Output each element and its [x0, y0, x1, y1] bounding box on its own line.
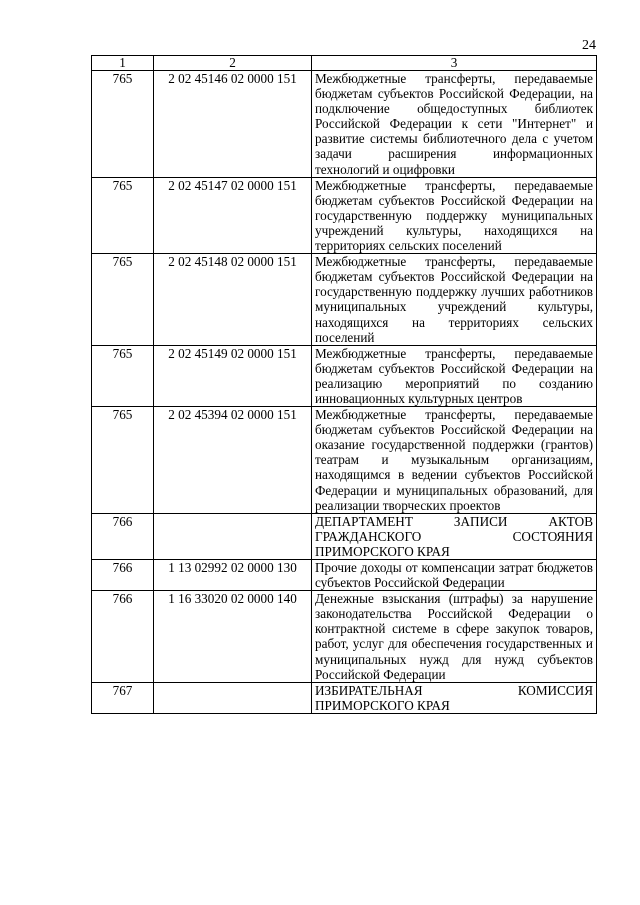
- admin-code-cell: 765: [92, 407, 154, 514]
- admin-code-cell: 765: [92, 71, 154, 178]
- administrator-name-cell: ИЗБИРАТЕЛЬНАЯ КОМИССИЯ ПРИМОРСКОГО КРАЯ: [312, 682, 597, 713]
- table-row: [92, 407, 597, 514]
- revenue-name-cell: Межбюджетные трансферты, передаваемые бюджетам субъектов Российской Федерации, на подключение общедоступных библиотек Российской Федерации к сети "Интернет" и развитие системы библиотечного дела с учетом задачи расширения информационных технологий и оцифровки: [312, 71, 597, 178]
- column-header-1: 1: [92, 56, 154, 71]
- revenue-name-cell: Прочие доходы от компенсации затрат бюджетов субъектов Российской Федерации: [312, 560, 597, 591]
- page-number: 24: [582, 38, 596, 53]
- admin-code-cell: 766: [92, 513, 154, 559]
- budget-code-cell: [154, 682, 312, 713]
- administrator-name-cell: ДЕПАРТАМЕНТ ЗАПИСИ АКТОВ ГРАЖДАНСКОГО СОСТОЯНИЯ ПРИМОРСКОГО КРАЯ: [312, 513, 597, 559]
- column-header-2: 2: [154, 56, 312, 71]
- admin-code-cell: 766: [92, 560, 154, 591]
- budget-code-cell: 2 02 45148 02 0000 151: [154, 254, 312, 346]
- budget-code-cell: 2 02 45394 02 0000 151: [154, 407, 312, 514]
- admin-code-cell: 765: [92, 345, 154, 406]
- admin-code-cell: 765: [92, 254, 154, 346]
- table-row: [92, 71, 597, 178]
- revenue-name-cell: Денежные взыскания (штрафы) за нарушение законодательства Российской Федерации о контрактной системе в сфере закупок товаров, работ, услуг для обеспечения государственных и муниципальных нужд для нужд субъектов Российской Федерации: [312, 591, 597, 683]
- budget-code-cell: 1 16 33020 02 0000 140: [154, 591, 312, 683]
- column-header-3: 3: [312, 56, 597, 71]
- admin-code-cell: 765: [92, 177, 154, 253]
- budget-code-cell: 2 02 45149 02 0000 151: [154, 345, 312, 406]
- table-row: [92, 682, 597, 713]
- table-row: [92, 591, 597, 683]
- revenue-name-cell: Межбюджетные трансферты, передаваемые бюджетам субъектов Российской Федерации на оказание государственной поддержки (грантов) театрам и музыкальным организациям, находящимся в ведении субъектов Российской Федерации и муниципальных образований, для реализации творческих проектов: [312, 407, 597, 514]
- table-header-row: [92, 56, 597, 71]
- table-row: [92, 345, 597, 406]
- budget-code-cell: 2 02 45146 02 0000 151: [154, 71, 312, 178]
- table-row: [92, 560, 597, 591]
- revenue-name-cell: Межбюджетные трансферты, передаваемые бюджетам субъектов Российской Федерации на государственную поддержку муниципальных учреждений культуры, находящихся на территориях сельских поселений: [312, 177, 597, 253]
- table-row: [92, 513, 597, 559]
- table-row: [92, 254, 597, 346]
- table-row: [92, 177, 597, 253]
- revenue-codes-table: [91, 55, 597, 714]
- budget-code-cell: 2 02 45147 02 0000 151: [154, 177, 312, 253]
- revenue-name-cell: Межбюджетные трансферты, передаваемые бюджетам субъектов Российской Федерации на государственную поддержку лучших работников муниципальных учреждений культуры, находящихся на территориях сельских поселений: [312, 254, 597, 346]
- budget-code-cell: [154, 513, 312, 559]
- admin-code-cell: 766: [92, 591, 154, 683]
- budget-code-cell: 1 13 02992 02 0000 130: [154, 560, 312, 591]
- admin-code-cell: 767: [92, 682, 154, 713]
- revenue-name-cell: Межбюджетные трансферты, передаваемые бюджетам субъектов Российской Федерации на реализацию мероприятий по созданию инновационных культурных центров: [312, 345, 597, 406]
